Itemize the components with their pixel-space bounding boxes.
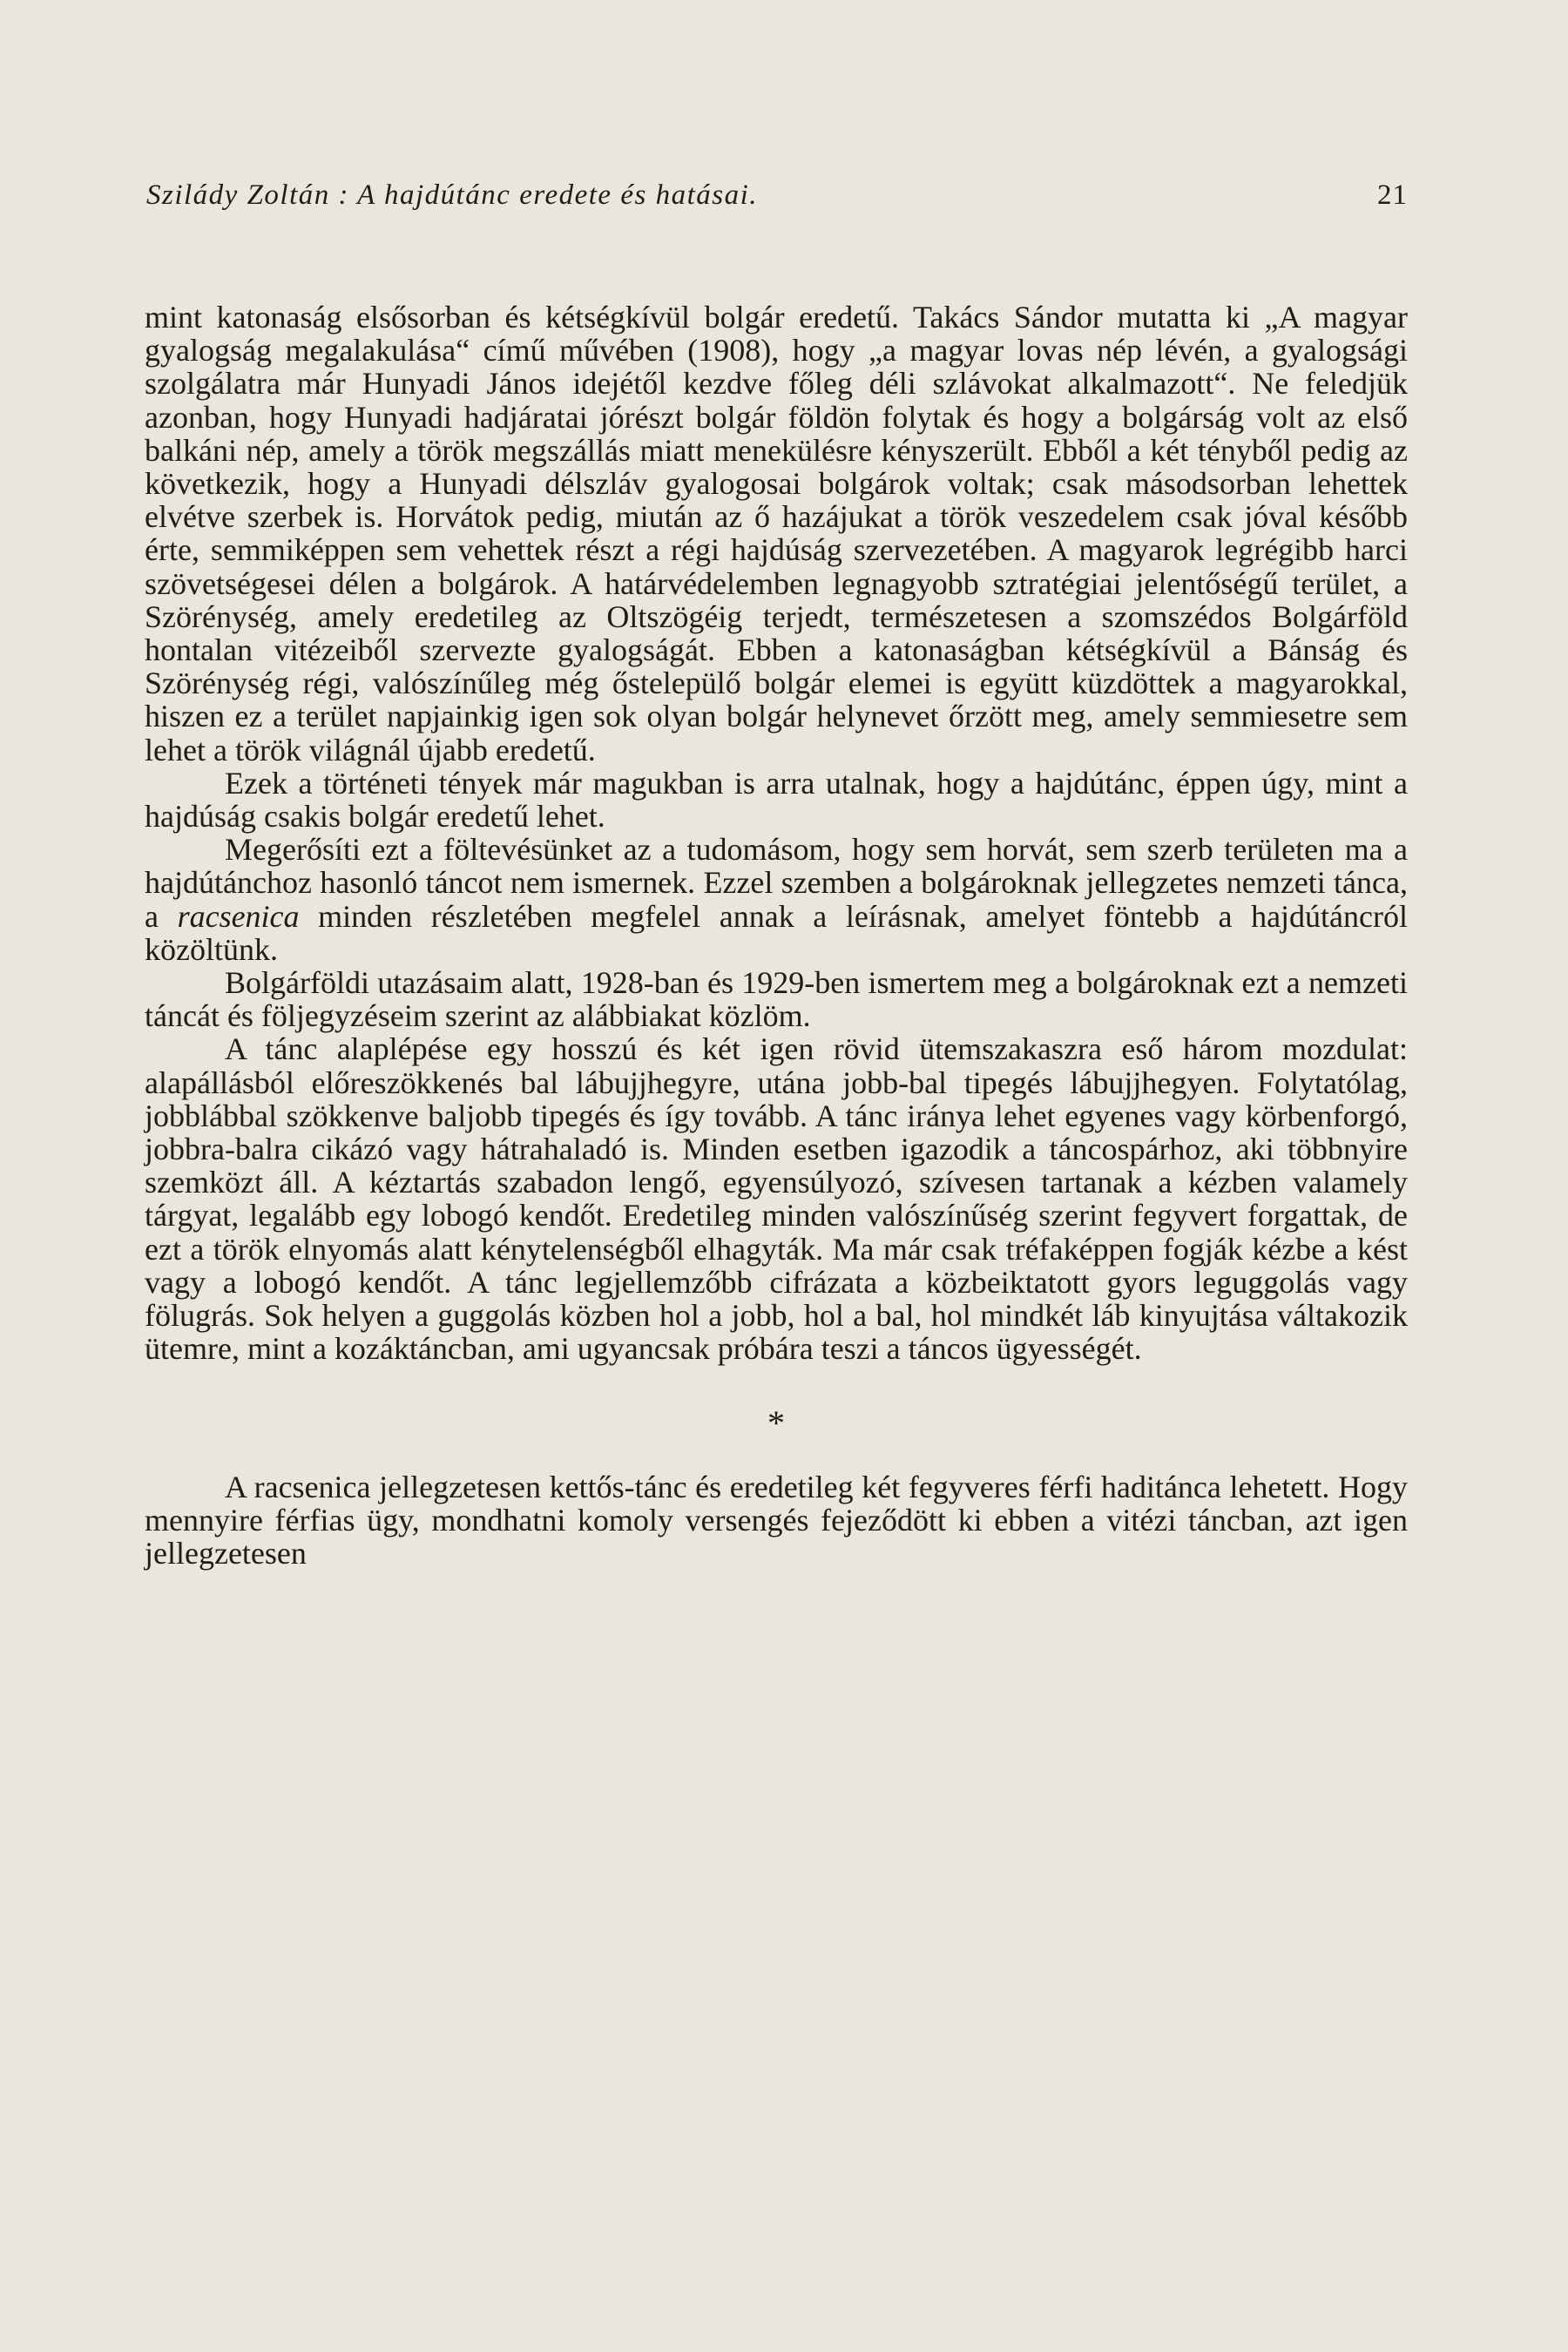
running-header-title: Sziládу Zoltán : A hajdútánc eredete és hatásai.: [146, 179, 758, 211]
paragraph: [145, 966, 1408, 1032]
paragraph: [145, 833, 1408, 966]
paragraph-text: Bolgárföldi utazásaim alatt, 1928-ban és 1929-ben ismertem meg a bolgároknak ezt a nemzeti táncát és följegyzéseim szerint az alábbiakat közlöm.: [145, 965, 1408, 1034]
paragraph-text: Megerősíti ezt a föltevésünket az a tudomásom, hogy sem horvát, sem szerb területen ma a hajdútánchoz hasonló táncot nem ismernek. Ezzel szemben a bolgároknak jellegzetes nemzeti tánca, a: [145, 832, 1408, 934]
paragraph-text: A tánc alaplépése egy hosszú és két igen rövid ütemszakaszra eső három mozdulat: alapállásból előreszökkenés bal lábujjhegyre, utána jobb-bal tipegés lábujjhegyen. Folytatólag, jobblábbal szökkenve baljobb tipegés és így tovább. A tánc iránya lehet egyenes vagy körbenforgó, jobbra-balra cikázó vagy hátrahaladó is. Minden esetben igazodik a táncospárhoz, aki többnyire szemközt áll. A kéztartás szabadon lengő, egyensúlyozó, szívesen tartanak a kézben valamely tárgyat, legalább egy lobogó kendőt. Eredetileg minden valószínűség szerint fegyvert forgattak, de ezt a török elnyomás alatt kénytelenségből elhagyták. Ma már csak tréfaképpen fogják kézbe a kést vagy a lobogó kendőt. A tánc legjellemzőbb cifrázata a közbeiktatott gyors leguggolás vagy fölugrás. Sok helyen a guggolás közben hol a jobb, hol a bal, hol mindkét láb kinyujtása váltakozik ütemre, mint a kozáktáncban, ami ugyancsak próbára teszi a táncos ügyességét.: [145, 1031, 1408, 1367]
body-text: [145, 301, 1408, 1570]
paragraph: [145, 1032, 1408, 1365]
paragraph-text: Ezek a történeti tények már magukban is arra utalnak, hogy a hajdútánc, éppen úgy, mint a hajdúság csakis bolgár eredetű lehet.: [145, 765, 1408, 835]
page-number: 21: [1377, 179, 1408, 211]
paragraph-text: mint katonaság elsősorban és kétségkívül bolgár eredetű. Takács Sándor mutatta ki „A magyar gyalogság megalakulása“ című művében (1908), hogy „a magyar lovas nép lévén, a gyalogsági szolgálatra már Hunyadi János idejétől kezdve főleg déli szlávokat alkalmazott“. Ne feledjük azonban, hogy Hunyadi hadjáratai jórészt bolgár földön folytak és hogy a bolgárság volt az első balkáni nép, amely a török megszállás miatt menekülésre kényszerült. Ebből a két tényből pedig az következik, hogy a Hunyadi délszláv gyalogosai bolgárok voltak; csak másodsorban lehettek elvétve szerbek is. Horvátok pedig, miután az ő hazájukat a török veszedelem csak jóval később érte, semmiképpen sem vehettek részt a régi hajdúság szervezetében. A magyarok legrégibb harci szövetségesei délen a bolgárok. A határvédelemben legnagyobb sztratégiai jelentőségű terület, a Szörénység, amely eredetileg az Oltszögéig terjedt, természetesen a szomszédos Bolgárföld hontalan vitézeiből szervezte gyalogságát. Ebben a katonaságban kétségkívül a Bánság és Szörénység régi, valószínűleg még őstelepülő bolgár elemei is együtt küzdöttek a magyarokkal, hiszen ez a terület napjainkig igen sok olyan bolgár helynevet őrzött meg, amely semmiesetre sem lehet a török világnál újabb eredetű.: [145, 300, 1408, 767]
emphasized-term: racsenica: [177, 898, 300, 934]
paragraph-text: A racsenica jellegzetesen kettős-tánc és eredetileg két fegyveres férfi haditánca lehetett. Hogy mennyire férfias ügy, mondhatni komoly versengés fejeződött ki ebben a vitézi táncban, azt igen jellegzetesen: [145, 1469, 1408, 1571]
section-separator: *: [767, 1402, 785, 1443]
paragraph: [145, 767, 1408, 833]
paragraph-continuation: [145, 301, 1408, 767]
running-header: [146, 179, 1408, 232]
paragraph-text: minden részletében megfelel annak a leírásnak, amelyet föntebb a hajdútáncról közöltünk.: [145, 898, 1408, 967]
paragraph: [145, 1470, 1408, 1571]
